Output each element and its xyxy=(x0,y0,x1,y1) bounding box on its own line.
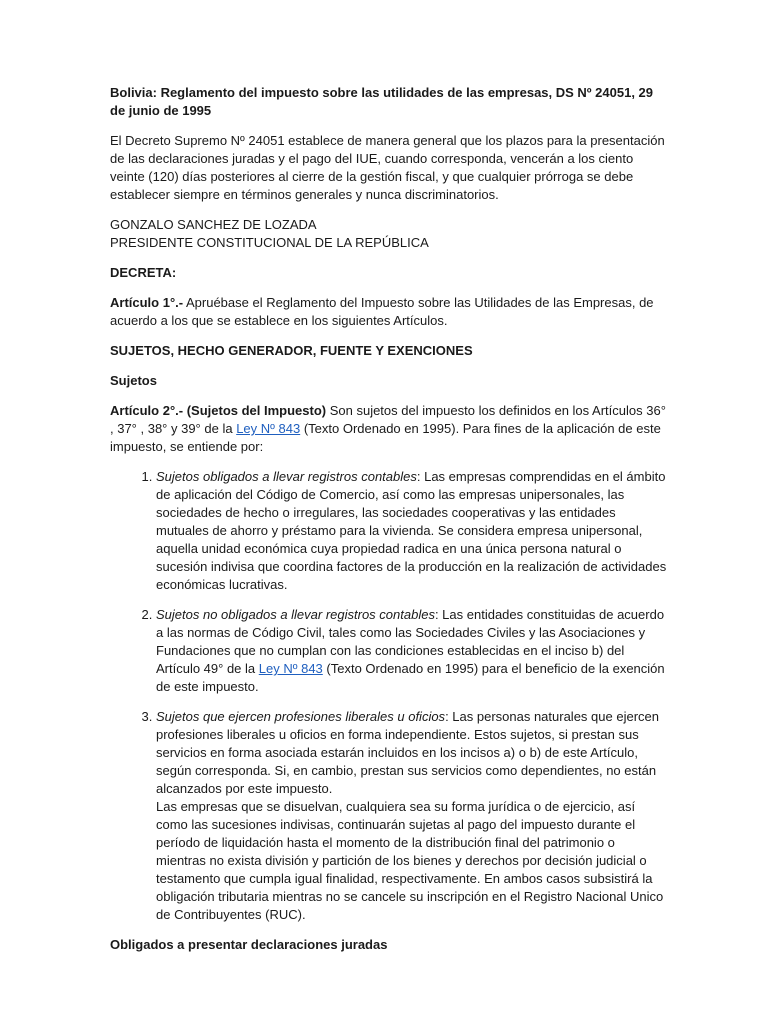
list-item xyxy=(156,468,668,594)
signatory-name: GONZALO SANCHEZ DE LOZADA xyxy=(110,217,317,232)
closing-heading: Obligados a presentar declaraciones juradas xyxy=(110,937,388,952)
intro-paragraph: El Decreto Supremo Nº 24051 establece de manera general que los plazos para la presentación de las declaraciones juradas y el pago del IUE, cuando corresponda, vencerán a los ciento veinte (120) días posteriores al cierre de la gestión fiscal, y que cualquier prórroga se debe establecer siempre en términos generales y nunca discriminatorios. xyxy=(110,133,665,202)
item-1-text: : Las empresas comprendidas en el ámbito de aplicación del Código de Comercio, así como las empresas unipersonales, las sociedades de hecho o irregulares, las sociedades cooperativas y las entidades mutuales de ahorro y préstamo para la vivienda. Se considera empresa unipersonal, aquella unidad económica cuya propiedad radica en una única persona natural o sucesión indivisa que coordina factores de la producción en la realización de actividades económicas lucrativas. xyxy=(156,469,667,592)
article-1 xyxy=(110,294,668,330)
article-1-text: Apruébase el Reglamento del Impuesto sobre las Utilidades de las Empresas, de acuerdo a los que se establece en los siguientes Artículos. xyxy=(110,295,654,328)
article-2-label: Artículo 2°.- (Sujetos del Impuesto) xyxy=(110,403,327,418)
item-3-text: : Las personas naturales que ejercen profesiones liberales u oficios en forma independiente. Estos sujetos, si prestan sus servicios en forma asociada estarán incluidos en los incisos a) o b) de este Artículo, según corresponda. Si, en cambio, prestan sus servicios como dependientes, no están alcanzados por este impuesto. xyxy=(156,709,659,796)
list-item xyxy=(156,708,668,924)
article-2-text-b: (Texto Ordenado en 1995). Para fines de la aplicación de este impuesto, se entiende por: xyxy=(110,421,661,454)
item-2-text-a: : Las entidades constituidas de acuerdo a las normas de Código Civil, tales como las Sociedades Civiles y las Asociaciones y Fundaciones que no cumplan con las condiciones establecidas en el inciso b) del Artículo 49° de la xyxy=(156,607,665,676)
document-title: Bolivia: Reglamento del impuesto sobre las utilidades de las empresas, DS Nº 24051, 29 de junio de 1995 xyxy=(110,85,654,118)
item-3-term: Sujetos que ejercen profesiones liberales u oficios xyxy=(156,709,446,724)
item-2-term: Sujetos no obligados a llevar registros contables xyxy=(156,607,435,622)
article-2 xyxy=(110,402,668,456)
subsection-heading: Sujetos xyxy=(110,373,157,388)
law-link[interactable]: Ley Nº 843 xyxy=(258,661,323,676)
signatory-title: PRESIDENTE CONSTITUCIONAL DE LA REPÚBLICA xyxy=(110,235,429,250)
item-1-term: Sujetos obligados a llevar registros contables xyxy=(156,469,417,484)
list-item xyxy=(156,606,668,696)
section-heading: SUJETOS, HECHO GENERADOR, FUENTE Y EXENCIONES xyxy=(110,343,473,358)
law-link[interactable]: Ley Nº 843 xyxy=(236,421,301,436)
item-2-text-b: (Texto Ordenado en 1995) para el beneficio de la exención de este impuesto. xyxy=(156,661,665,694)
decreta-heading: DECRETA: xyxy=(110,265,177,280)
item-3-extra: Las empresas que se disuelvan, cualquiera sea su forma jurídica o de ejercicio, así como las sucesiones indivisas, continuarán sujetas al pago del impuesto durante el período de liquidación hasta el momento de la distribución final del patrimonio o mientras no exista división y partición de los bienes y derechos por decisión judicial o testamento que cumpla igual finalidad, respectivamente. En ambos casos subsistirá la obligación tributaria mientras no se cancele su inscripción en el Registro Nacional Unico de Contribuyentes (RUC). xyxy=(156,799,664,922)
article-1-label: Artículo 1°.- xyxy=(110,295,184,310)
subjects-list xyxy=(110,468,668,924)
signatory-block xyxy=(110,216,668,252)
article-2-text-a: Son sujetos del impuesto los definidos en los Artículos 36° , 37° , 38° y 39° de la xyxy=(110,403,666,436)
